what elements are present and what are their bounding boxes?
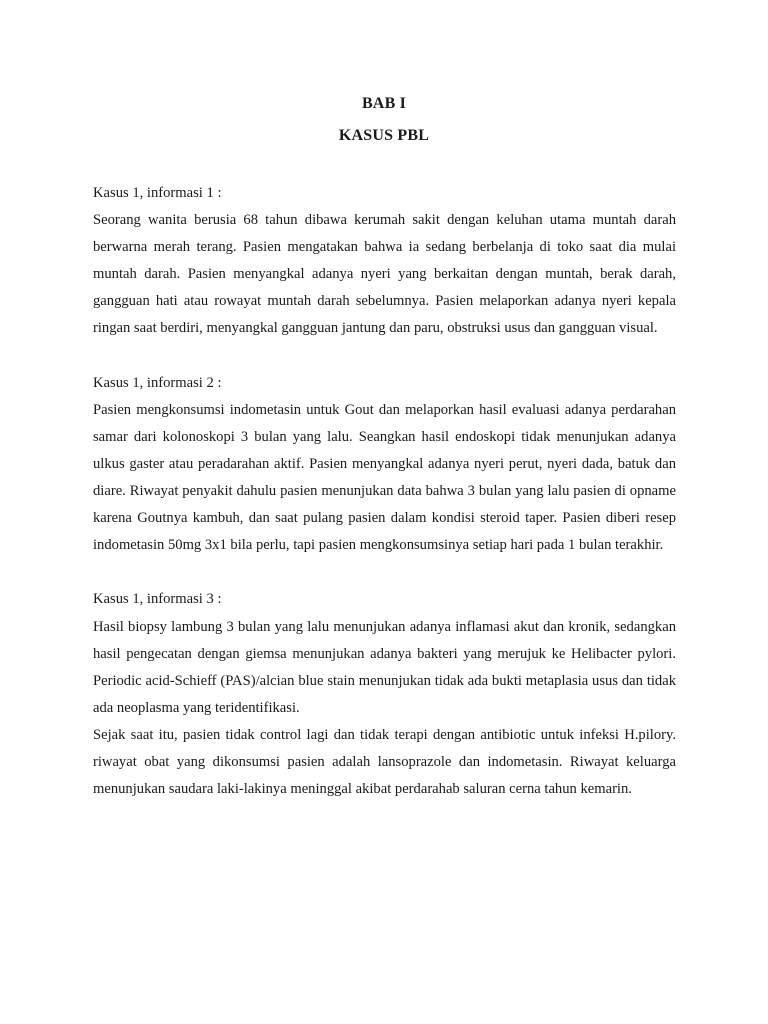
chapter-title: BAB I xyxy=(361,95,407,112)
chapter-subtitle: KASUS PBL xyxy=(338,127,430,144)
document-body xyxy=(93,180,676,803)
paragraph-spacer xyxy=(93,343,676,370)
section-paragraph: Hasil biopsy lambung 3 bulan yang lalu menunjukan adanya inflamasi akut dan kronik, sedangkan hasil pengecatan dengan giemsa menunjukan adanya bakteri yang merujuk ke Helibacter pylori. Periodic acid-Schieff (PAS)/alcian blue stain menunjukan tidak ada bukti metaplasia usus dan tidak ada neoplasma yang teridentifikasi. xyxy=(93,618,676,716)
section-informasi-3 xyxy=(93,586,676,803)
paragraph-spacer xyxy=(93,559,676,586)
section-informasi-1 xyxy=(93,180,676,343)
section-paragraph: Seorang wanita berusia 68 tahun dibawa kerumah sakit dengan keluhan utama muntah darah berwarna merah terang. Pasien mengatakan bahwa ia sedang berbelanja di toko saat dia mulai muntah darah. Pasien menyangkal adanya nyeri yang berkaitan dengan muntah, berak darah, gangguan hati atau rowayat muntah darah sebelumnya. Pasien melaporkan adanya nyeri kepala ringan saat berdiri, menyangkal gangguan jantung dan paru, obstruksi usus dan gangguan visual. xyxy=(93,212,676,337)
section-paragraph: Pasien mengkonsumsi indometasin untuk Gout dan melaporkan hasil evaluasi adanya perdarahan samar dari kolonoskopi 3 bulan yang lalu. Seangkan hasil endoskopi tidak menunjukan adanya ulkus gaster atau peradarahan aktif. Pasien menyangkal adanya nyeri perut, nyeri dada, batuk dan diare. Riwayat penyakit dahulu pasien menunjukan data bahwa 3 bulan yang lalu pasien di opname karena Goutnya kambuh, dan saat pulang pasien dalam kondisi steroid taper. Pasien diberi resep indometasin 50mg 3x1 bila perlu, tapi pasien mengkonsumsinya setiap hari pada 1 bulan terakhir. xyxy=(93,401,676,554)
section-label: Kasus 1, informasi 2 : xyxy=(93,374,222,391)
section-paragraph: Sejak saat itu, pasien tidak control lagi dan tidak terapi dengan antibiotic untuk infeksi H.pilory. riwayat obat yang dikonsumsi pasien adalah lansoprazole dan indometasin. Riwayat keluarga menunjukan saudara laki-lakinya meninggal akibat perdarahab saluran cerna tahun kemarin. xyxy=(93,726,676,798)
section-label: Kasus 1, informasi 3 : xyxy=(93,591,222,608)
section-informasi-2 xyxy=(93,370,676,560)
section-label: Kasus 1, informasi 1 : xyxy=(93,185,222,201)
